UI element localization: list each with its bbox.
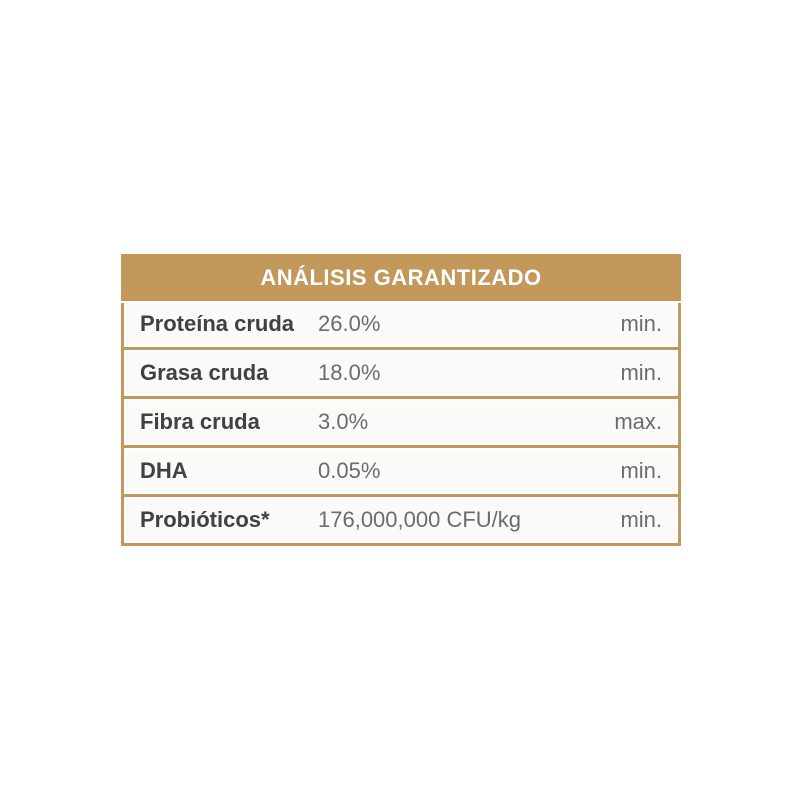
nutrient-qualifier: min. (620, 458, 662, 483)
nutrient-value: 0.05% (318, 458, 381, 483)
guaranteed-analysis-table (121, 254, 681, 546)
nutrient-qualifier: min. (620, 311, 662, 336)
nutrient-value: 26.0% (318, 311, 381, 336)
table-row-fiber (126, 401, 676, 443)
row-separator (124, 445, 678, 448)
row-separator (124, 494, 678, 497)
row-separator (124, 396, 678, 399)
nutrient-label: Fibra cruda (140, 409, 260, 434)
table-header (121, 254, 681, 301)
nutrient-value: 3.0% (318, 409, 369, 434)
nutrient-label: Grasa cruda (140, 360, 269, 385)
nutrient-label: Proteína cruda (140, 311, 295, 336)
table-row-dha (126, 450, 676, 492)
row-separator (124, 347, 678, 350)
nutrient-qualifier: min. (620, 507, 662, 532)
table-row-protein (126, 303, 676, 345)
nutrient-label: Probióticos* (140, 507, 270, 532)
nutrient-value: 18.0% (318, 360, 381, 385)
nutrient-qualifier: max. (614, 409, 662, 434)
table-title: ANÁLISIS GARANTIZADO (260, 264, 542, 290)
table-body (121, 303, 681, 546)
nutrient-qualifier: min. (620, 360, 662, 385)
nutrient-label: DHA (140, 458, 188, 483)
table-row-fat (126, 352, 676, 394)
nutrient-value: 176,000,000 CFU/kg (318, 507, 522, 532)
table-row-probiotics (126, 499, 676, 541)
